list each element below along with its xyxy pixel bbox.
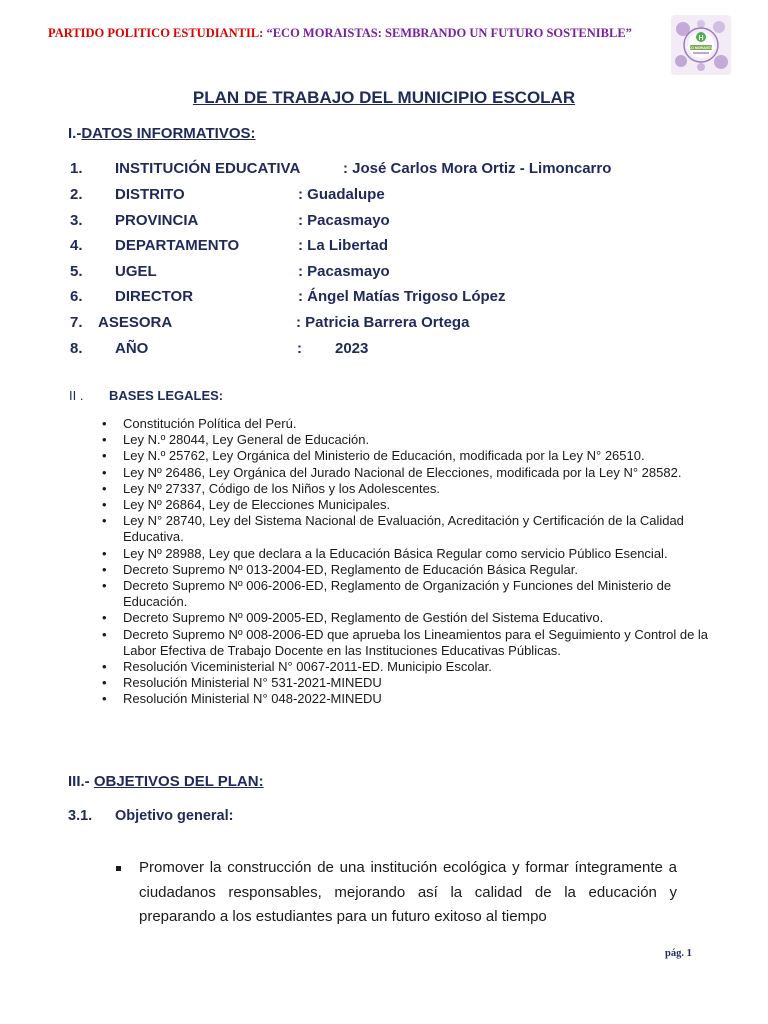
list-item: • Resolución Viceministerial N° 0067-2011-ED. Municipio Escolar.	[100, 659, 710, 675]
list-item: • Ley N.º 28044, Ley General de Educación.	[100, 432, 710, 448]
list-item: • Ley Nº 27337, Código de los Niños y los Adolescentes.	[100, 481, 710, 497]
list-item: • Ley Nº 26864, Ley de Elecciones Municipales.	[100, 497, 710, 513]
list-item: • Ley Nº 28988, Ley que declara a la Educación Básica Regular como servicio Público Esencial.	[100, 546, 710, 562]
list-item: • Constitución Política del Perú.	[100, 416, 710, 432]
square-bullet-icon	[116, 866, 121, 871]
list-item: • Decreto Supremo Nº 013-2004-ED, Reglamento de Educación Básica Regular.	[100, 562, 710, 578]
list-item: • Resolución Ministerial N° 531-2021-MINEDU	[100, 675, 710, 691]
party-logo-icon	[671, 15, 731, 75]
party-banner	[48, 26, 632, 41]
svg-text:H: H	[698, 35, 704, 42]
document-title: PLAN DE TRABAJO DEL MUNICIPIO ESCOLAR	[192, 88, 576, 107]
page-number: pág. 1	[665, 948, 692, 959]
list-item: • Ley Nº 26486, Ley Orgánica del Jurado Nacional de Elecciones, modificada por la Ley N° 28582.	[100, 465, 710, 481]
objective-text: Promover la construcción de una institución ecológica y formar íntegramente a ciudadanos responsables, mejorando así la calidad de la educación y preparando a los estudiantes para un futuro exitoso al tiempo	[139, 859, 677, 925]
section3-heading: III.- OBJETIVOS DEL PLAN:	[68, 773, 264, 790]
list-item: • Decreto Supremo Nº 006-2006-ED, Reglamento de Organización y Funciones del Ministerio de Educación.	[100, 578, 710, 610]
party-slogan: “ECO MORAISTAS: SEMBRANDO UN FUTURO SOSTENIBLE”	[266, 26, 632, 40]
list-item: • Decreto Supremo Nº 009-2005-ED, Reglamento de Gestión del Sistema Educativo.	[100, 610, 710, 626]
legal-bases-list	[100, 416, 710, 708]
list-item: • Ley N° 28740, Ley del Sistema Nacional de Evaluación, Acreditación y Certificación de la Calidad Educativa.	[100, 513, 710, 545]
party-label: PARTIDO POLITICO ESTUDIANTIL:	[48, 26, 264, 40]
section1-heading: I.-DATOS INFORMATIVOS:	[68, 125, 256, 142]
list-item: • Ley N.º 25762, Ley Orgánica del Ministerio de Educación, modificada por la Ley N° 26510.	[100, 448, 710, 464]
document-page: PARTIDO POLITICO ESTUDIANTIL: “ECO MORAISTAS: SEMBRANDO UN FUTURO SOSTENIBLE” H ECO MORAISTAS PLAN DE TRABAJO DEL MUNICIPIO ESCOLAR I.-DATOS INFORMATIVOS: 1. INSTITUCIÓN EDUCATIVA : José Carlos Mora Ortiz - Limoncarro 2. DISTRITO : Guadalupe 3. PROVINCIA : Pacasmayo 4. DEPARTAMENTO : La Libertad 5. UGEL : Pacasmayo 6. DIRECTOR : Ángel Matías Trigoso López 7. ASESORA : Patricia Barrera Ortega 8. AÑO : 2023 II . BASES LEGALES: • Constitución Política del Perú. • Ley N.º 28044, Ley General de Educación. • Ley N.º 25762, Ley Orgánica del Ministerio de Educación, modificada por la Ley N° 26510. • Ley Nº 26486, Ley Orgánica del Jurado Nacional de Elecciones, modificada por la Ley N° 28582. • Ley Nº 27337, Código de los Niños y los Adolescentes. • Ley Nº 26864, Ley de Elecciones Municipales. • Ley N° 28740, Ley del Sistema Nacional de Evaluación, Acreditación y Certificación de la Calidad Educativa. • Ley Nº 28988, Ley que declara a la Educación Básica Regular como servicio Público Esencial. • Decreto Supremo Nº 013-2004-ED, Reglamento de Educación Básica Regular. • Decreto Supremo Nº 006-2006-ED, Reglamento de Organización y Funciones del Ministerio de Educación. • Decreto Supremo Nº 009-2005-ED, Reglamento de Gestión del Sistema Educativo. • Decreto Supremo Nº 008-2006-ED que aprueba los Lineamientos para el Seguimiento y Control de la Labor Efectiva de Trabajo Docente en las Instituciones Educativas Públicas. • Resolución Viceministerial N° 0067-2011-ED. Municipio Escolar. • Resolución Ministerial N° 531-2021-MINEDU • Resolución Ministerial N° 048-2022-MINEDU III.- OBJETIVOS DEL PLAN: 3.1. Objetivo general: Promover la construcción de una institución ecológica y formar íntegramente a ciudadanos responsables, mejorando así la calidad de la educación y preparando a los estudiantes para un futuro exitoso al tiempo pág. 1	[0, 0, 768, 1024]
svg-text:ECO MORAISTAS: ECO MORAISTAS	[686, 46, 716, 50]
list-item: • Decreto Supremo Nº 008-2006-ED que aprueba los Lineamientos para el Seguimiento y Control de la Labor Efectiva de Trabajo Docente en las Instituciones Educativas Públicas.	[100, 627, 710, 659]
list-item: • Resolución Ministerial N° 048-2022-MINEDU	[100, 691, 710, 707]
